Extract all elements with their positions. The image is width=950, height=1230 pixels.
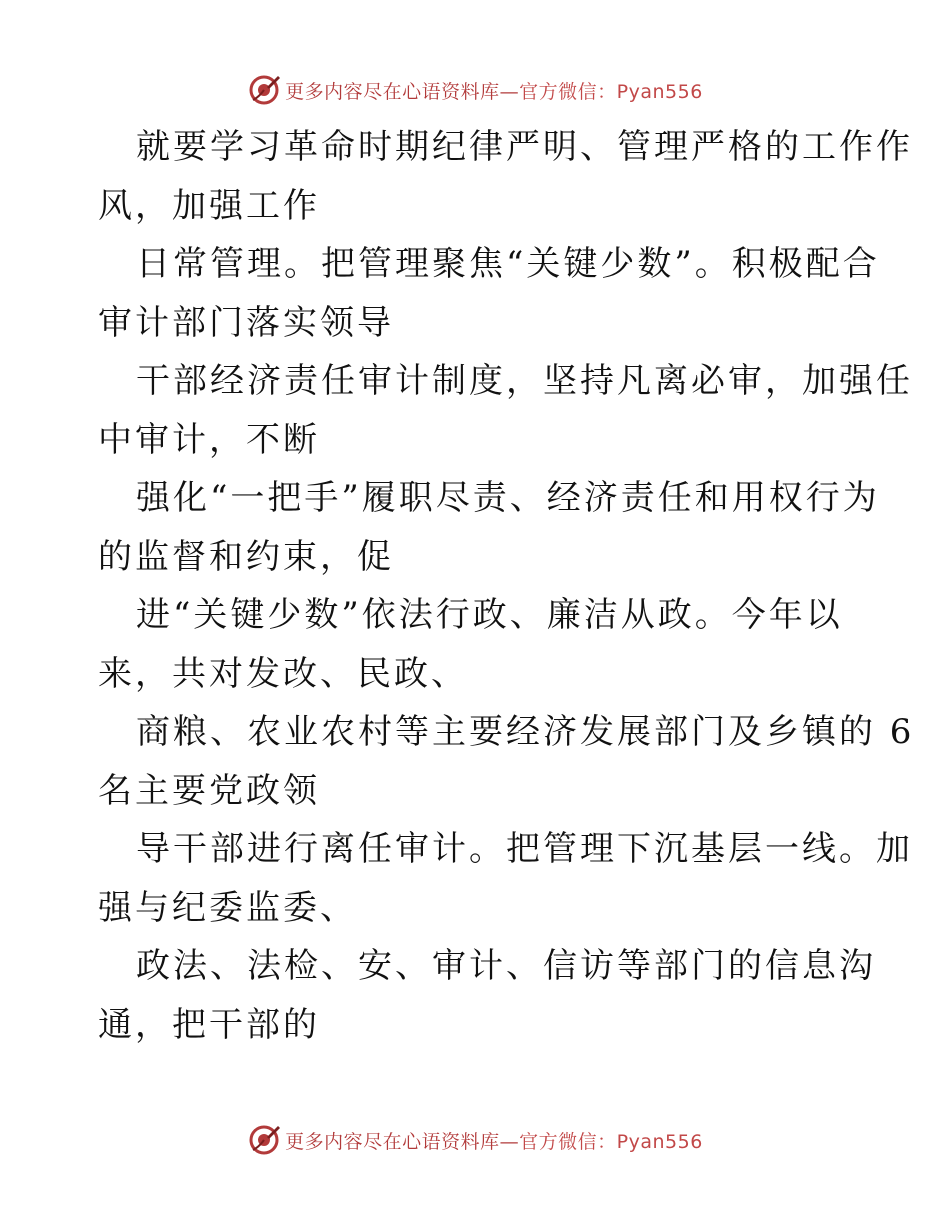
footer-banner-main: 更多内容尽在心语资料库 bbox=[285, 1130, 500, 1153]
body-line: 强与纪委监委、 bbox=[98, 887, 357, 928]
footer-banner-wechat: 官方微信：Pyan556 bbox=[519, 1130, 703, 1153]
header-banner-main: 更多内容尽在心语资料库 bbox=[285, 80, 500, 103]
header-banner bbox=[0, 70, 950, 110]
header-banner-separator: — bbox=[499, 80, 520, 103]
body-line: 风，加强工作 bbox=[98, 185, 320, 226]
body-line: 的监督和约束，促 bbox=[98, 536, 394, 577]
body-line: 通，把干部的 bbox=[98, 1004, 320, 1045]
header-banner-wechat: 官方微信：Pyan556 bbox=[519, 80, 703, 103]
pen-logo-icon bbox=[247, 1123, 281, 1157]
pen-logo-icon bbox=[247, 73, 281, 107]
body-line: 日常管理。把管理聚焦“关键少数”。积极配合 bbox=[136, 244, 880, 284]
body-line: 干部经济责任审计制度，坚持凡离必审，加强任 bbox=[136, 361, 913, 401]
body-line: 中审计，不断 bbox=[98, 419, 320, 460]
footer-banner-text bbox=[285, 1127, 703, 1154]
body-line: 审计部门落实领导 bbox=[98, 302, 394, 343]
header-banner-text bbox=[285, 77, 703, 104]
body-line: 名主要党政领 bbox=[98, 770, 320, 811]
footer-banner bbox=[0, 1120, 950, 1160]
body-line: 强化“一把手”履职尽责、经济责任和用权行为 bbox=[136, 478, 880, 518]
footer-banner-separator: — bbox=[499, 1130, 520, 1153]
body-line: 商粮、农业农村等主要经济发展部门及乡镇的 6 bbox=[136, 712, 915, 752]
body-line: 政法、法检、安、审计、信访等部门的信息沟 bbox=[136, 946, 876, 986]
body-line: 来，共对发改、民政、 bbox=[98, 653, 468, 694]
body-line: 导干部进行离任审计。把管理下沉基层一线。加 bbox=[136, 829, 913, 869]
document-body bbox=[98, 118, 915, 1054]
body-line: 就要学习革命时期纪律严明、管理严格的工作作 bbox=[136, 127, 913, 167]
body-line: 进“关键少数”依法行政、廉洁从政。今年以 bbox=[136, 595, 843, 635]
